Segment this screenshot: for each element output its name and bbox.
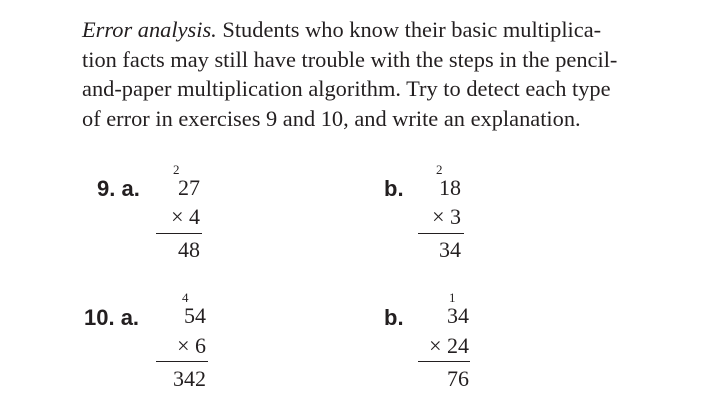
multiplication-problem <box>150 288 212 398</box>
instructions-line-2: tion facts may still have trouble with the steps in the pencil- <box>82 46 618 72</box>
section-lead: Error analysis. <box>82 17 217 42</box>
multiplier: × 4 <box>171 204 200 229</box>
exercise-label: 10. a. <box>84 305 140 330</box>
exercise-label: b. <box>384 305 404 330</box>
instructions-line-3: and-paper multiplication algorithm. Try to detect each type <box>82 76 611 102</box>
carry-digit: 2 <box>436 162 443 177</box>
instructions-paragraph <box>82 15 682 133</box>
multiplier: × 24 <box>429 333 469 358</box>
carry-digit: 1 <box>449 290 456 305</box>
multiplication-problem <box>410 288 472 398</box>
product-rule <box>156 361 208 362</box>
product-rule <box>156 233 202 234</box>
multiplicand: 18 <box>439 175 461 200</box>
carry-digit: 2 <box>173 162 180 177</box>
product: 34 <box>439 237 461 262</box>
exercise-label: b. <box>384 176 404 201</box>
multiplicand: 34 <box>447 303 469 328</box>
product-rule <box>418 233 464 234</box>
multiplication-problem <box>150 160 210 270</box>
multiplier: × 6 <box>177 333 206 358</box>
multiplication-problem <box>410 160 472 270</box>
instructions-line-1: Error analysis. Students who know their basic multiplica- <box>82 17 602 42</box>
exercise-label: 9. a. <box>97 176 140 201</box>
product-rule <box>418 361 470 362</box>
product: 48 <box>178 237 200 262</box>
multiplier: × 3 <box>432 204 461 229</box>
multiplicand: 27 <box>178 175 200 200</box>
instructions-line-4: of error in exercises 9 and 10, and write an explanation. <box>82 105 581 131</box>
multiplicand: 54 <box>184 303 206 328</box>
product: 342 <box>173 366 206 391</box>
carry-digit: 4 <box>182 290 189 305</box>
product: 76 <box>447 366 469 391</box>
